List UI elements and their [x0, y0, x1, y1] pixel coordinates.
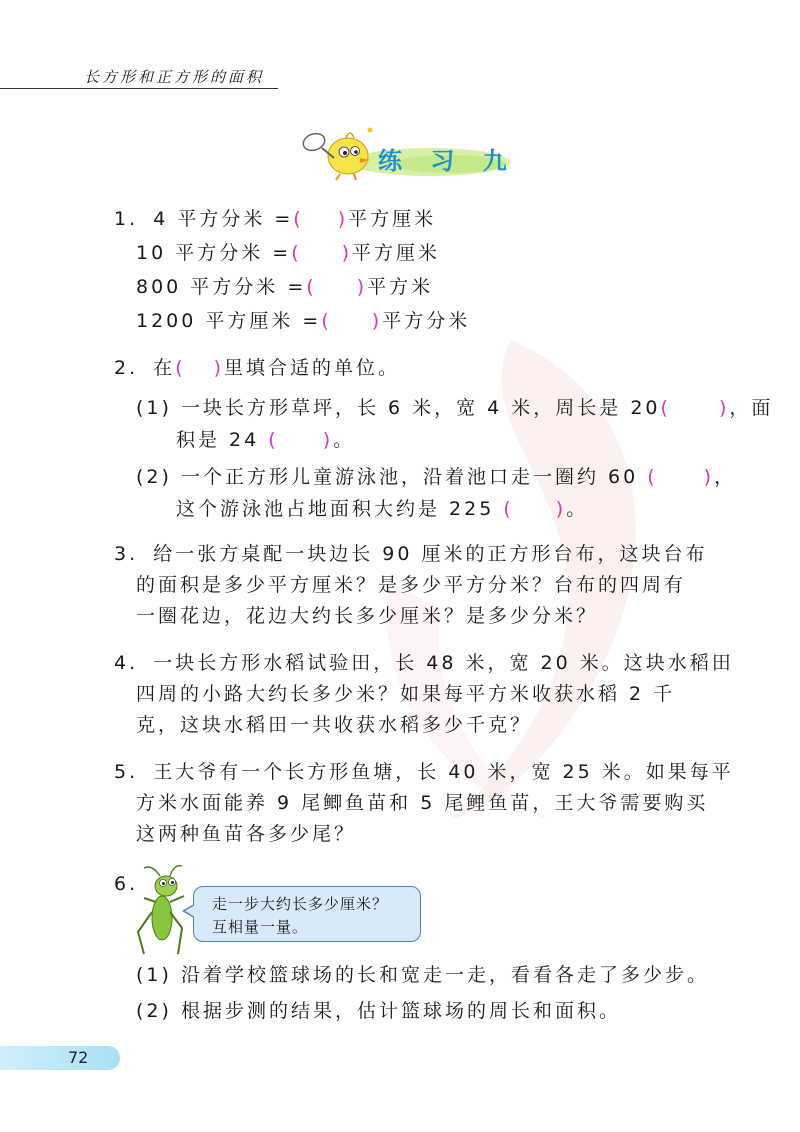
q6-sub1: (1) 沿着学校篮球场的长和宽走一走，看看各走了多少步。: [136, 964, 709, 986]
answer-paren-close: ): [703, 466, 715, 488]
q2-sub1-text-b: ，面: [729, 397, 774, 419]
answer-paren-open: (: [321, 310, 332, 332]
answer-paren-open: (: [268, 429, 279, 451]
q2-sub1-text-a: (1) 一块长方形草坪，长 6 米，宽 4 米，周长是 20: [136, 397, 661, 419]
q4-line-1: [114, 651, 734, 675]
q1-item-right: 平方厘米: [348, 208, 437, 230]
q1-line-1: [114, 207, 436, 231]
q1-line-2: [136, 241, 440, 265]
q1-item-left: 4 平方分米 =: [153, 208, 294, 230]
answer-paren-close: ): [555, 498, 567, 520]
page-tab: [0, 1046, 120, 1070]
q1-item-left: 10 平方分米 =: [136, 242, 292, 264]
answer-paren-close: ): [371, 310, 383, 332]
page-number: 72: [68, 1048, 89, 1067]
q4-text: 一块长方形水稻试验田，长 48 米，宽 20 米。这块水稻田: [153, 652, 734, 674]
q2-intro-a: 在: [153, 357, 176, 379]
q1-item-left: 1200 平方厘米 =: [136, 310, 322, 332]
q1-item-right: 平方分米: [382, 310, 471, 332]
q2-sub2-text-c: 这个游泳池占地面积大约是 225: [176, 498, 495, 520]
answer-paren-close: ): [718, 397, 730, 419]
q4-number: 4.: [114, 652, 139, 674]
q6-number: 6.: [114, 873, 139, 895]
q4-line-2: 四周的小路大约长多少米？如果每平方米收获水稻 2 千: [136, 683, 676, 705]
q2-intro: [114, 356, 400, 380]
q1-item-right: 平方米: [367, 276, 434, 298]
answer-paren-open: (: [175, 357, 186, 379]
grasshopper-icon: [130, 862, 190, 958]
header-rule: [0, 88, 278, 89]
q2-sub1-line1: [136, 396, 773, 420]
q2-sub1-text-d: 。: [333, 429, 356, 451]
q2-sub1-line2: [176, 428, 355, 452]
q2-intro-b: 里填合适的单位。: [224, 357, 401, 379]
q2-sub2-text-b: ，: [714, 466, 737, 488]
q3-line-3: 一圈花边，花边大约长多少厘米？是多少分米？: [136, 605, 599, 627]
q1-item-left: 800 平方分米 =: [136, 276, 307, 298]
q3-line-2: 的面积是多少平方厘米？是多少平方分米？台布的四周有: [136, 574, 687, 596]
answer-paren-open: (: [293, 208, 304, 230]
answer-paren-close: ): [337, 208, 349, 230]
bubble-line-1: 走一步大约长多少厘米？: [212, 895, 389, 913]
q1-line-3: [136, 275, 433, 299]
answer-paren-open: (: [647, 466, 658, 488]
answer-paren-close: ): [341, 242, 353, 264]
q5-line-3: 这两种鱼苗各多少尾？: [136, 823, 357, 845]
q2-number: 2.: [114, 357, 139, 379]
q2-sub2-line2: [176, 497, 588, 521]
exercise-title: 练 习 九: [378, 147, 517, 175]
answer-paren-open: (: [306, 276, 317, 298]
bubble-line-2: 互相量一量。: [212, 918, 309, 936]
answer-paren-open: (: [660, 397, 671, 419]
q5-text: 王大爷有一个长方形鱼塘，长 40 米，宽 25 米。如果每平: [153, 761, 734, 783]
q2-sub2-line1: [136, 465, 736, 489]
q5-number: 5.: [114, 761, 139, 783]
q4-line-3: 克，这块水稻田一共收获水稻多少千克？: [136, 714, 533, 736]
q5-line-2: 方米水面能养 9 尾鲫鱼苗和 5 尾鲤鱼苗，王大爷需要购买: [136, 792, 709, 814]
q6-sub2: (2) 根据步测的结果，估计篮球场的周长和面积。: [136, 1000, 621, 1022]
answer-paren-close: ): [356, 276, 368, 298]
speech-bubble-tail-fill: [185, 905, 195, 917]
q2-sub2-text-d: 。: [566, 498, 589, 520]
q1-line-4: [136, 309, 470, 333]
tennis-chick-icon: [300, 120, 374, 182]
q1-number: 1.: [114, 208, 139, 230]
chapter-header: 长方形和正方形的面积: [84, 68, 265, 86]
q2-sub1-text-c: 积是 24: [176, 429, 260, 451]
answer-paren-close: ): [213, 357, 225, 379]
q5-line-1: [114, 760, 734, 784]
q2-sub2-text-a: (2) 一个正方形儿童游泳池，沿着池口走一圈约 60: [136, 466, 639, 488]
q1-item-right: 平方厘米: [352, 242, 441, 264]
q3-line-1: [114, 542, 707, 566]
q3-text: 给一张方桌配一块边长 90 厘米的正方形台布，这块台布: [153, 543, 708, 565]
answer-paren-open: (: [291, 242, 302, 264]
answer-paren-open: (: [503, 498, 514, 520]
q3-number: 3.: [114, 543, 139, 565]
answer-paren-close: ): [322, 429, 334, 451]
